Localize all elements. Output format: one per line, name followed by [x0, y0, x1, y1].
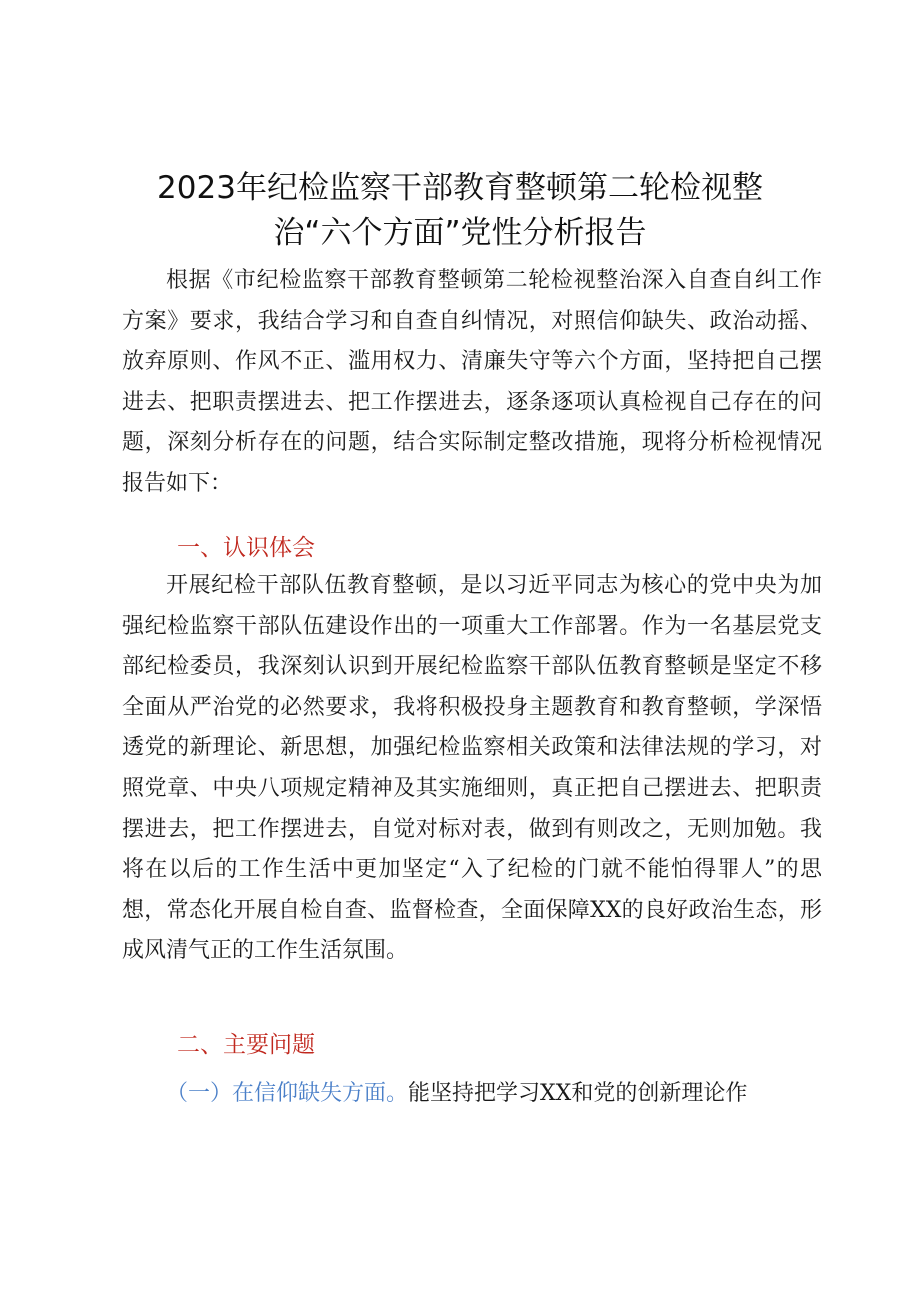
subsection-belief-text: 能坚持把学习XX和党的创新理论作: [408, 1081, 748, 1106]
document-title-line-1: 2023年纪检监察干部教育整顿第二轮检视整: [157, 170, 763, 206]
document-title-line-2: 治“六个方面”党性分析报告: [273, 215, 647, 251]
subsection-belief-label: （一）在信仰缺失方面。: [166, 1081, 409, 1106]
section-heading-understanding: 一、认识体会: [177, 535, 315, 561]
understanding-paragraph: 开展纪检干部队伍教育整顿，是以习近平同志为核心的党中央为加强纪检监察干部队伍建设作出的一项重大工作部署。作为一名基层党支部纪检委员，我深刻认识到开展纪检监察干部队伍教育整顿是坚定不移全面从严治党的必然要求，我将积极投身主题教育和教育整顿，学深悟透党的新理论、新思想，加强纪检监察相关政策和法律法规的学习，对照党章、中央八项规定精神及其实施细则，真正把自己摆进去、把职责摆进去，把工作摆进去，自觉对标对表，做到有则改之，无则加勉。我将在以后的工作生活中更加坚定“入了纪检的门就不能怕得罪人”的思想，常态化开展自检自查、监督检查，全面保障XX的良好政治生态，形成风清气正的工作生活氛围。: [122, 573, 822, 964]
section-heading-main-problems: 二、主要问题: [177, 1032, 315, 1058]
subsection-belief-line: [122, 1076, 822, 1112]
intro-paragraph: 根据《市纪检监察干部教育整顿第二轮检视整治深入自查自纠工作方案》要求，我结合学习和自查自纠情况，对照信仰缺失、政治动摇、放弃原则、作风不正、滥用权力、清廉失守等六个方面，坚持把自己摆进去、把职责摆进去、把工作摆进去，逐条逐项认真检视自己存在的问题，深刻分析存在的问题，结合实际制定整改措施，现将分析检视情况报告如下：: [122, 268, 822, 496]
